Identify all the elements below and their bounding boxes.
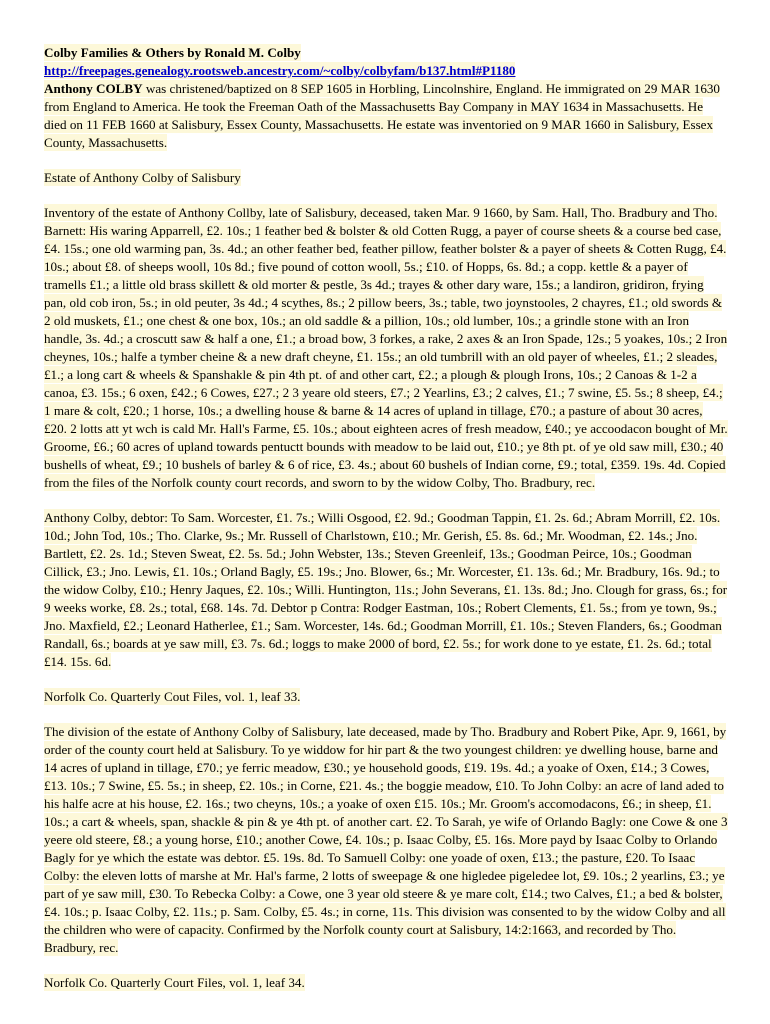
division-paragraph: The division of the estate of Anthony Colby of Salisbury, late deceased, made by Tho. Bradbury and Robert Pike, Apr. 9, 1661, by order of the county court held at Salisbury. To ye widdow for hir part & the two youngest children: ye dwelling house, barne and 14 acres of upland in tillage, £70.; ye ferric meadow, £30.; ye household goods, £19. 19s. 4d.; a yoake of Oxen, £14.; 3 Cowes, £13. 10s.; 7 Swine, £5. 5s.; in sheep, £2. 10s.; in Corne, £21. 4s.; the boggie meadow, £10. To John Colby: an acre of land aded to his halfe acre at his house, £2. 16s.; two cheyns, 10s.; a yoake of oxen £15. 10s.; Mr. Groom's accomodacons, £6.; in sheep, £1. 10s.; a cart & wheels, span, shackle & pin & ye 4th pt. of another cart. £2. To Sarah, ye wife of Orlando Bagly: one Cowe & one 3 yeere old steere, £8.; a young horse, £10.; another Cowe, £4. 10s.; p. Isaac Colby, £5. 16s. More payd by Isaac Colby to Orlando Bagly for ye which the estate was debtor. £5. 19s. 8d. To Samuell Colby: one yoade of oxen, £13.; the pasture, £20. To Isaac Colby: the eleven lotts of marshe at Mr. Hal's farme, 2 lotts of sweepage & one higledee pigeledee lot, £9. 10s.; 2 yearlins, £3.; ye part of ye saw mill, £30. To Rebecka Colby: a Cowe, one 3 year old steere & ye mare colt, £14.; two Calves, £1.; a bed & bolster, £4. 10s.; p. Isaac Colby, £2. 11s.; p. Sam. Colby, £5. 4s.; in corne, 11s. This division was consented to by the widow Colby and all the children who were of capacity. Confirmed by the Norfolk county court at Salisbury, 14:2:1663, and recorded by Tho. Bradbury, rec. [44, 724, 728, 955]
source-citation-1: Norfolk Co. Quarterly Cout Files, vol. 1, leaf 33. [44, 689, 301, 704]
estate-heading: Estate of Anthony Colby of Salisbury [44, 170, 241, 185]
source-link[interactable]: http://freepages.genealogy.rootsweb.ancestry.com/~colby/colbyfam/b137.html#P1180 [44, 63, 516, 78]
document-page [44, 44, 728, 1009]
inventory-paragraph: Inventory of the estate of Anthony Collby, late of Salisbury, deceased, taken Mar. 9 1660, by Sam. Hall, Tho. Bradbury and Tho. Barnett: His waring Apparrell, £2. 10s.; 1 feather bed & bolster & old Cotten Rugg, a payer of course sheets & a course bed case, £4. 15s.; one old warming pan, 3s. 4d.; an other feather bed, feather pillow, feather bolster & a payer of sheets & Cotten Rugg, £4. 10s.; about £8. of sheeps wooll, 10s 8d.; five pound of cotton wooll, 5s.; £10. of Hopps, 6s. 8d.; a copp. kettle & a payer of tramells £1.; a little old brass skillett & old morter & pestle, 3s 4d.; trayes & other dary ware, 15s.; a landiron, gridiron, frying pan, old cob iron, 5s.; in old peuter, 3s 4d.; 4 scythes, 8s.; 2 pillow beers, 3s.; table, two joynstooles, 2 chayres, £1.; old swords & 2 old muskets, £1.; one chest & one box, 10s.; an old saddle & a pillion, 10s.; old lumber, 10s.; a grindle stone with an Iron handle, 3s. 4d.; a croscutt saw & half a one, £1.; a broad bow, 3 forkes, a rake, 2 axes & an Iron Spade, 12s.; 5 yoakes, 10s.; 2 Iron cheynes, 10s.; halfe a tymber cheine & a new draft cheyne, £1. 15s.; an old tumbrill with an old payer of wheeles, £1.; 2 sleades, £1.; a long cart & wheels & Spanshakle & pin 4th pt. of and other cart, £2.; a plough & plough Irons, 10s.; 2 Canoas & 1-2 a canoa, £3. 15s.; 6 oxen, £42.; 6 Cowes, £27.; 2 3 yeare old steers, £7.; 2 Yearlins, £3.; 2 calves, £1.; 7 swine, £5. 5s.; 8 sheep, £4.; 1 mare & colt, £20.; 1 horse, 10s.; a dwelling house & barne & 14 acres of upland in tillage, £70.; a pasture of about 30 acres, £20. 2 lotts att yt wch is cald Mr. Hall's Farme, £5. 10s.; about eighteen acres of fresh meadow, £40.; ye accoodacon bought of Mr. Groome, £6.; 60 acres of upland towards pentuctt bounds with meadow to be laid out, £10.; ye 8th pt. of ye old saw mill, £30.; 40 bushells of wheat, £9.; 10 bushels of barley & 6 of rice, £3. 4s.; about 60 bushels of Indian corne, £9.; total, £359. 19s. 4d. Copied from the files of the Norfolk county court records, and sworn to by the widow Colby, Tho. Bradbury, rec. [44, 205, 728, 490]
person-name: Anthony COLBY [44, 81, 143, 96]
intro-text: was christened/baptized on 8 SEP 1605 in Horbling, Lincolnshire, England. He immigrated on 29 MAR 1630 from England to America. He took the Freeman Oath of the Massachusetts Bay Company in MAY 1634 in Massachusetts. He died on 11 FEB 1660 at Salisbury, Essex County, Massachusetts. He estate was inventoried on 9 MAR 1660 in Salisbury, Essex County, Massachusetts. [44, 81, 720, 150]
debtor-paragraph: Anthony Colby, debtor: To Sam. Worcester, £1. 7s.; Willi Osgood, £2. 9d.; Goodman Tappin, £1. 2s. 6d.; Abram Morrill, £2. 10s. 10d.; John Tod, 10s.; Tho. Clarke, 9s.; Mr. Russell of Charlstown, £10.; Mr. Gerish, £5. 8s. 6d.; Mr. Woodman, £2. 14s.; Jno. Bartlett, £2. 2s. 1d.; Steven Sweat, £2. 5s. 5d.; John Webster, 13s.; Steven Greenleif, 13s.; Goodman Peirce, 10s.; Goodman Cillick, £3.; Jno. Lewis, £1. 10s.; Orland Bagly, £5. 19s.; Jno. Blower, 6s.; Mr. Worcester, £1. 13s. 6d.; Mr. Bradbury, 16s. 9d.; to the widow Colby, £10.; Henry Jaques, £2. 10s.; Willi. Huntington, 11s.; John Severans, £1. 13s. 8d.; Jno. Clough for grass, 6s.; for 9 weeks worke, £8. 2s.; total, £68. 14s. 7d. Debtor p Contra: Rodger Eastman, 10s.; Robert Clements, £1. 5s.; from ye town, 9s.; Jno. Maxfield, £2.; Leonard Hatherlee, £1.; Sam. Worcester, 14s. 6d.; Goodman Morrill, £1. 10s.; Steven Flanders, 6s.; Goodman Randall, 6s.; boards at ye saw mill, £3. 7s. 6d.; loggs to make 2000 of bord, £2. 5s.; for work done to ye estate, £1. 2s. 6d.; total £14. 15s. 6d. [44, 510, 728, 669]
header-block [44, 44, 728, 152]
intro-paragraph [44, 80, 720, 151]
source-citation-2: Norfolk Co. Quarterly Court Files, vol. 1, leaf 34. [44, 975, 305, 990]
page-title: Colby Families & Others by Ronald M. Colby [44, 45, 301, 60]
